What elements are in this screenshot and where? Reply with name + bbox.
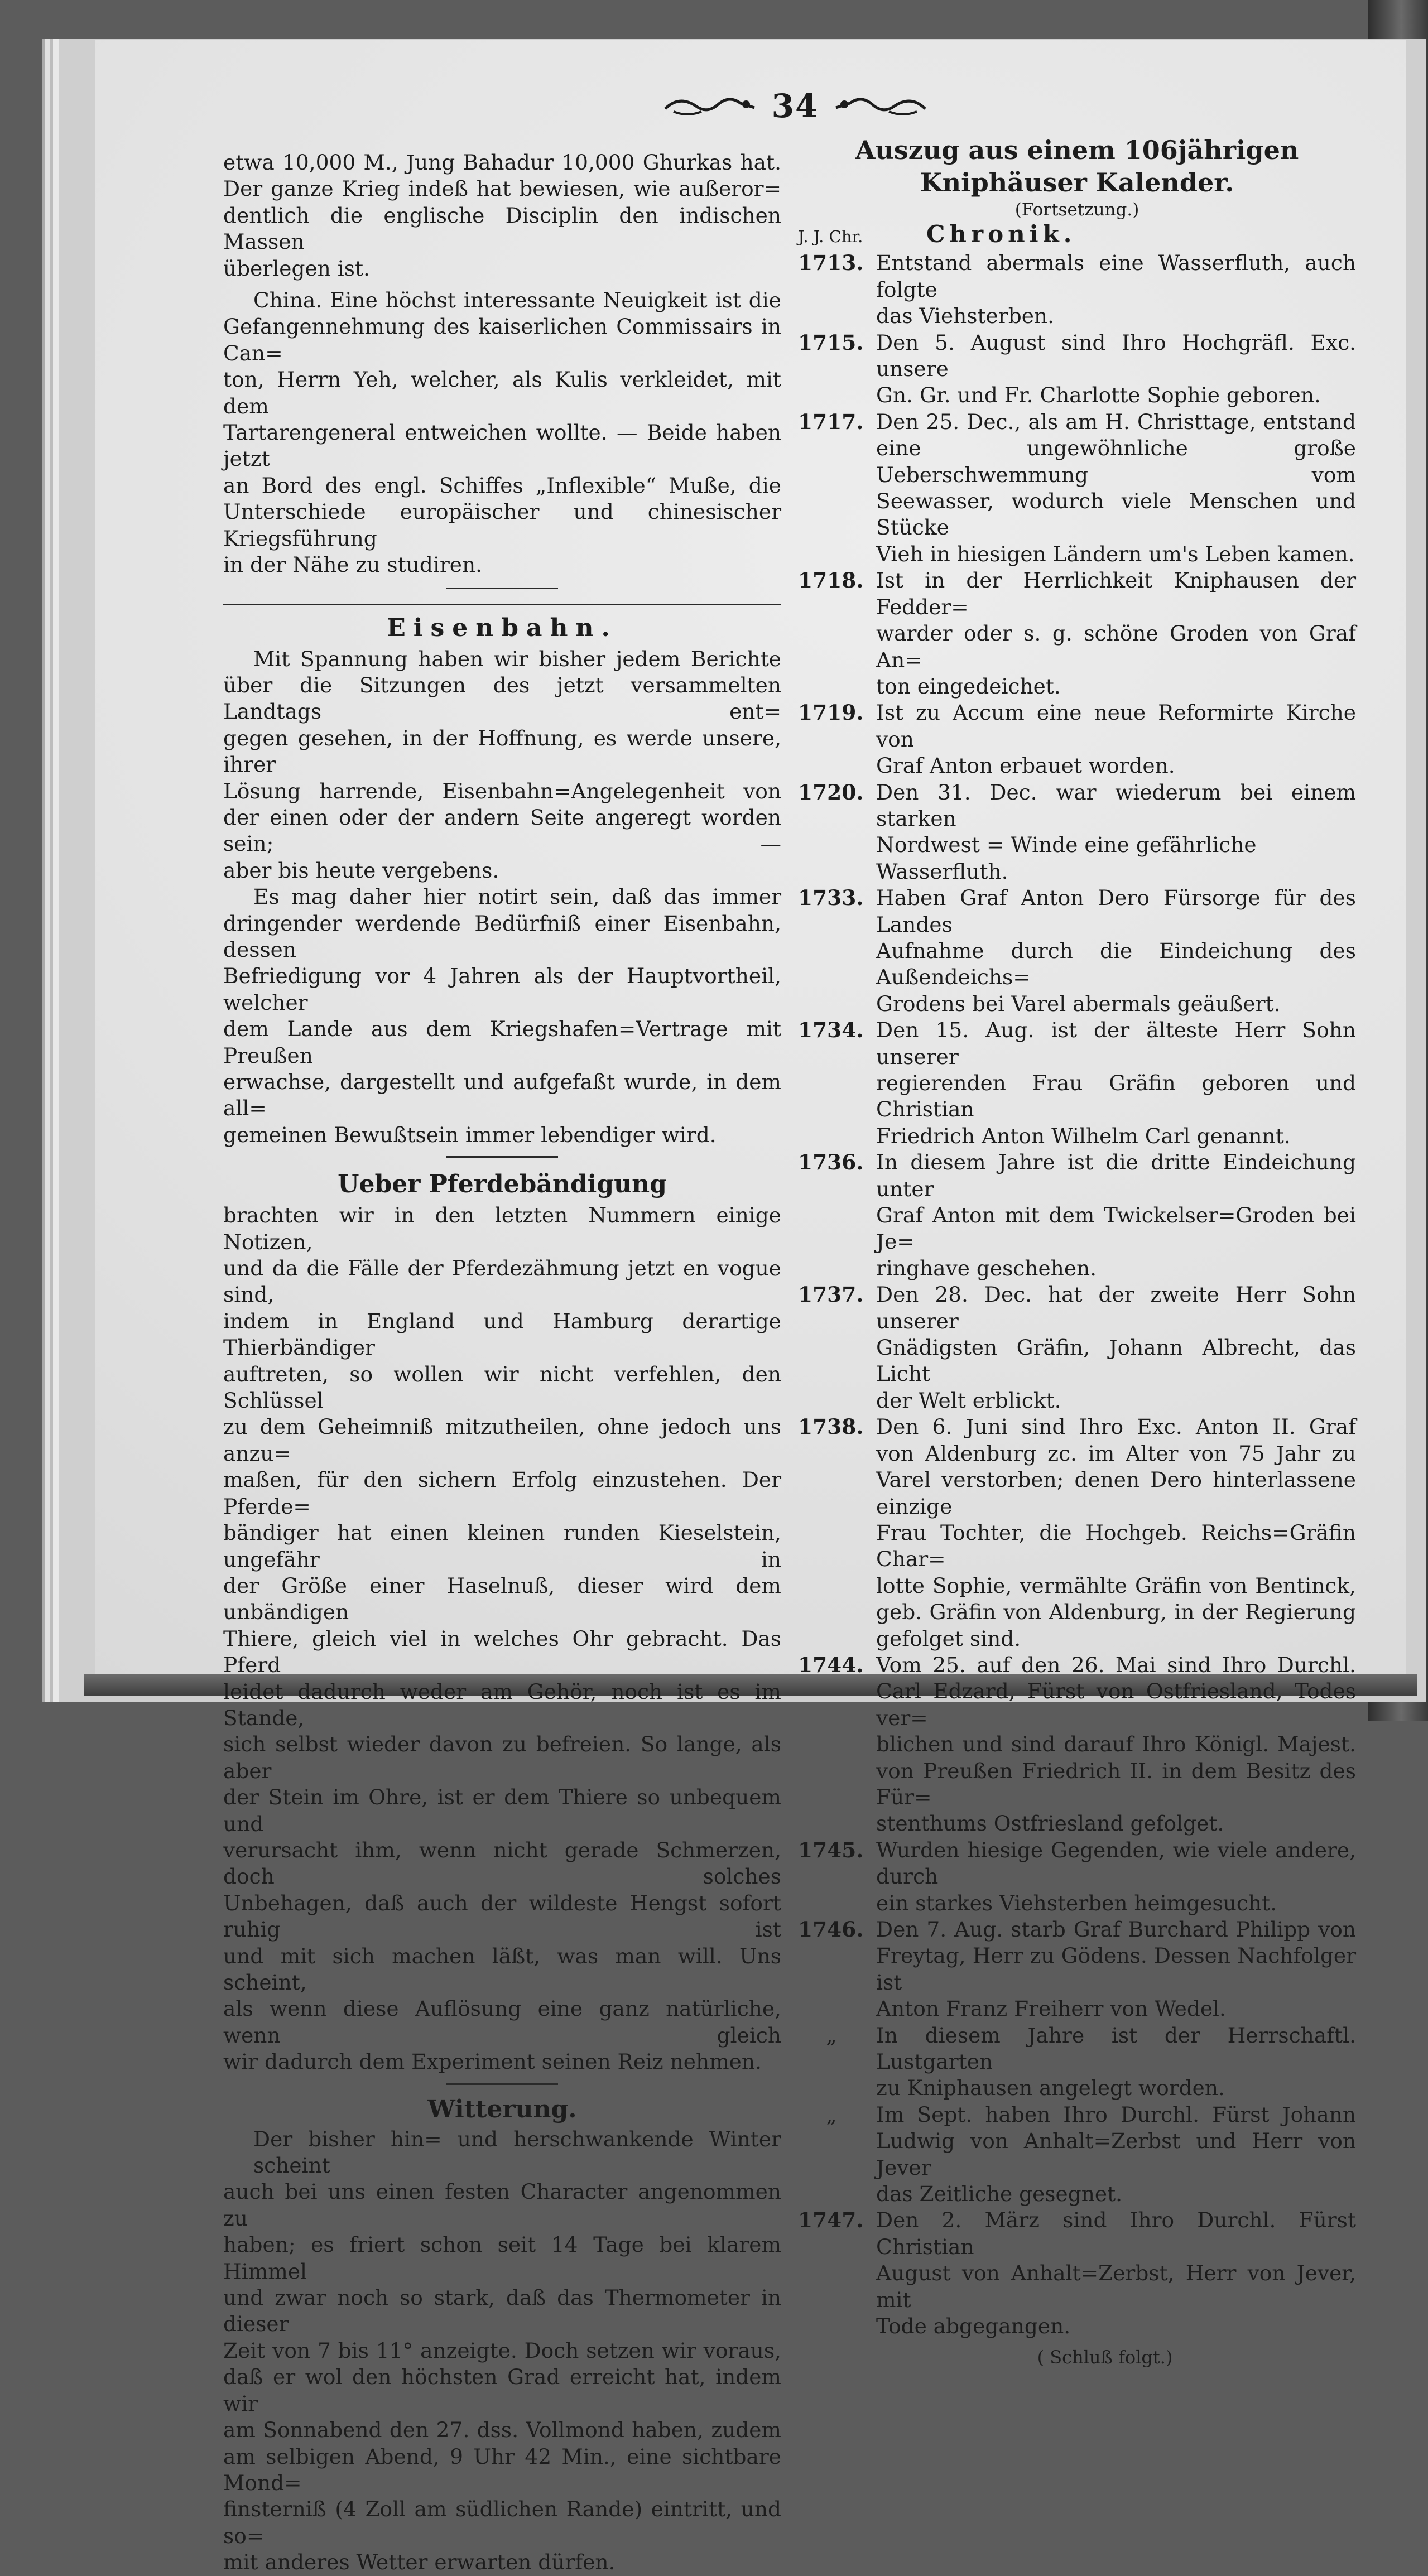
- text-line: Tartarengeneral entweichen wollte. — Beide haben jetzt: [223, 420, 781, 471]
- right-flourish-ornament: [833, 92, 928, 120]
- entry-year: 1746.: [798, 1917, 864, 1942]
- text-line: von Preußen Friedrich II. in dem Besitz des Für=: [876, 1758, 1356, 1809]
- text-line: Grodens bei Varel abermals geäußert.: [876, 991, 1281, 1016]
- text-line: maßen, für den sichern Erfolg einzustehen. Der Pferde=: [223, 1467, 781, 1519]
- text-line: Thiere, gleich viel in welches Ohr gebracht. Das Pferd: [223, 1626, 781, 1678]
- entry-year: 1720.: [798, 779, 864, 805]
- text-line: Mit Spannung haben wir bisher jedem Berichte: [253, 646, 781, 671]
- eisenbahn-paragraph-1: [223, 646, 781, 884]
- chronicle-entry: [798, 1917, 1356, 2023]
- chronicle-entry: [798, 250, 1356, 329]
- text-line: Carl Edzard, Fürst von Ostfriesland, Todes ver=: [876, 1679, 1356, 1730]
- text-line: Den 31. Dec. war wiederum bei einem starken: [876, 779, 1356, 831]
- text-line: Entstand abermals eine Wasserfluth, auch folgte: [876, 251, 1356, 302]
- text-line: China. Eine höchst interessante Neuigkeit ist die: [253, 288, 781, 313]
- text-line: In diesem Jahre ist die dritte Eindeichung unter: [876, 1150, 1356, 1201]
- intro-paragraph: [223, 150, 781, 282]
- text-line: Unbehagen, daß auch der wildeste Hengst sofort ruhig ist: [223, 1890, 781, 1942]
- text-line: Frau Tochter, die Hochgeb. Reichs=Gräfin Char=: [876, 1520, 1356, 1572]
- text-line: Gn. Gr. und Fr. Charlotte Sophie geboren.: [876, 383, 1321, 408]
- entry-year: 1737.: [798, 1282, 864, 1307]
- entry-year: 1745.: [798, 1837, 864, 1862]
- entry-year: „: [826, 2023, 837, 2048]
- chronicle-entry: [798, 885, 1356, 1017]
- pferdebaendigung-paragraph: [223, 1202, 781, 2075]
- text-line: an Bord des engl. Schiffes „Inflexible“ Muße, die: [223, 473, 781, 498]
- text-line: der Größe einer Haselnuß, dieser wird dem unbändigen: [223, 1573, 781, 1625]
- text-line: regierenden Frau Gräfin geboren und Christian: [876, 1071, 1356, 1122]
- text-line: haben; es friert schon seit 14 Tage bei klarem Himmel: [223, 2232, 781, 2284]
- entry-year: 1719.: [798, 700, 864, 725]
- year-column-label: J. J. Chr.: [798, 227, 863, 246]
- entry-text: [865, 1017, 1356, 1149]
- text-line: indem in England und Hamburg derartige Thierbändiger: [223, 1308, 781, 1360]
- text-line: zu dem Geheimniß mitzutheilen, ohne jedoch uns anzu=: [223, 1414, 781, 1466]
- entry-text: [865, 1414, 1356, 1652]
- entry-text: [865, 567, 1356, 700]
- witterung-heading: Witterung.: [427, 2094, 577, 2124]
- text-line: Vom 25. auf den 26. Mai sind Ihro Durchl.: [876, 1652, 1356, 1677]
- text-line: Gefangennehmung des kaiserlichen Commissairs in Can=: [223, 314, 781, 365]
- text-line: über die Sitzungen des jetzt versammelten Landtags ent=: [223, 672, 781, 724]
- entry-year: 1717.: [798, 409, 864, 434]
- chronicle-entry: [798, 1414, 1356, 1652]
- text-line: zu Kniphausen angelegt worden.: [876, 2076, 1225, 2101]
- continuation-footer: ( Schluß folgt.): [1037, 2346, 1173, 2368]
- chronicle-entry: [798, 1282, 1356, 1414]
- text-line: erwachse, dargestellt und aufgefaßt wurde, in dem all=: [223, 1070, 781, 1121]
- entry-text: [865, 1837, 1356, 1917]
- text-line: Unterschiede europäischer und chinesischer Kriegsführung: [223, 499, 781, 551]
- entry-text: [865, 779, 1356, 885]
- chronicle-entry: [798, 330, 1356, 409]
- chronicle-entries: [798, 250, 1356, 2339]
- entry-year: 1744.: [798, 1652, 864, 1677]
- entry-text: [865, 1917, 1356, 2023]
- text-line: brachten wir in den letzten Nummern einige Notizen,: [223, 1203, 781, 1254]
- text-line: finsterniß (4 Zoll am südlichen Rande) eintritt, und so=: [223, 2497, 781, 2548]
- chronicle-entry: [798, 1652, 1356, 1837]
- text-line: auftreten, so wollen wir nicht verfehlen, den Schlüssel: [223, 1361, 781, 1413]
- entry-year: 1736.: [798, 1150, 864, 1175]
- text-line: Varel verstorben; denen Dero hinterlassene einzige: [876, 1467, 1356, 1519]
- text-line: aber bis heute vergebens.: [223, 858, 499, 883]
- entry-year: 1718.: [798, 568, 864, 593]
- text-line: in der Nähe zu studiren.: [223, 552, 483, 577]
- text-line: Vieh in hiesigen Ländern um's Leben kamen.: [876, 541, 1355, 566]
- entry-text: [865, 2023, 1356, 2102]
- text-line: Seewasser, wodurch viele Menschen und Stücke: [876, 489, 1356, 540]
- text-line: von Aldenburg zc. im Alter von 75 Jahr zu: [876, 1441, 1356, 1466]
- right-column: [798, 134, 1356, 2371]
- text-line: am selbigen Abend, 9 Uhr 42 Min., eine sichtbare Mond=: [223, 2444, 781, 2495]
- text-line: ein starkes Viehsterben heimgesucht.: [876, 1890, 1277, 1915]
- chronik-header: [798, 221, 1356, 250]
- entry-text: [865, 1652, 1356, 1837]
- text-line: Den 28. Dec. hat der zweite Herr Sohn unserer: [876, 1282, 1356, 1333]
- entry-text: [865, 250, 1356, 329]
- text-line: verursacht ihm, wenn nicht gerade Schmerzen, doch solches: [223, 1837, 781, 1889]
- text-line: der Welt erblickt.: [876, 1388, 1061, 1413]
- text-line: ton, Herrn Yeh, welcher, als Kulis verkleidet, mit dem: [223, 367, 781, 418]
- entry-text: [865, 700, 1356, 779]
- page-number: 34: [771, 87, 819, 125]
- text-line: etwa 10,000 M., Jung Bahadur 10,000 Ghurkas hat.: [223, 150, 781, 175]
- text-line: auch bei uns einen festen Character angenommen zu: [223, 2179, 781, 2231]
- text-line: das Zeitliche gesegnet.: [876, 2182, 1123, 2207]
- left-flourish-ornament: [662, 92, 757, 120]
- chronik-heading: Chronik.: [926, 220, 1076, 248]
- entry-text: [865, 330, 1356, 409]
- entry-text: [865, 2207, 1356, 2339]
- text-line: warder oder s. g. schöne Groden von Graf An=: [876, 621, 1356, 672]
- entry-text: [865, 2102, 1356, 2208]
- text-line: und da die Fälle der Pferdezähmung jetzt en vogue sind,: [223, 1256, 781, 1307]
- text-line: August von Anhalt=Zerbst, Herr von Jever, mit: [876, 2261, 1356, 2312]
- entry-year: 1738.: [798, 1414, 864, 1439]
- entry-text: [865, 885, 1356, 1017]
- entry-year: 1713.: [798, 251, 864, 276]
- text-line: mit anderes Wetter erwarten dürfen.: [223, 2550, 616, 2575]
- text-line: der Stein im Ohre, ist er dem Thiere so unbequem und: [223, 1785, 781, 1836]
- text-line: als wenn diese Auflösung eine ganz natürliche, wenn gleich: [223, 1996, 781, 2048]
- text-line: Anton Franz Freiherr von Wedel.: [876, 1996, 1226, 2021]
- text-line: Haben Graf Anton Dero Fürsorge für des Landes: [876, 885, 1356, 937]
- chronicle-entry: [798, 1017, 1356, 1149]
- pferdebaendigung-heading: Ueber Pferdebändigung: [338, 1170, 667, 1199]
- text-line: Ist zu Accum eine neue Reformirte Kirche von: [876, 700, 1356, 752]
- entry-year: „: [826, 2102, 837, 2127]
- chronicle-entry: [798, 409, 1356, 567]
- text-line: daß er wol den höchsten Grad erreicht hat, indem wir: [223, 2365, 781, 2416]
- text-line: Graf Anton erbauet worden.: [876, 753, 1175, 778]
- entry-year: 1715.: [798, 330, 864, 355]
- entry-year: 1747.: [798, 2208, 864, 2233]
- text-line: leidet dadurch weder am Gehör, noch ist es im Stande,: [223, 1679, 781, 1730]
- text-line: überlegen ist.: [223, 256, 370, 281]
- text-line: am Sonnabend den 27. dss. Vollmond haben, zudem: [223, 2418, 781, 2443]
- witterung-paragraph: [223, 2126, 781, 2576]
- entry-text: [865, 1149, 1356, 1282]
- text-line: lotte Sophie, vermählte Gräfin von Bentinck,: [876, 1573, 1356, 1598]
- text-line: wir dadurch dem Experiment seinen Reiz nehmen.: [223, 2049, 762, 2074]
- text-line: Den 25. Dec., als am H. Christtage, entstand: [876, 409, 1356, 434]
- page-header: [642, 84, 949, 128]
- section-divider: [446, 2083, 558, 2085]
- text-line: Ludwig von Anhalt=Zerbst und Herr von Jever: [876, 2129, 1356, 2180]
- text-line: Freytag, Herr zu Gödens. Dessen Nachfolger ist: [876, 1943, 1356, 1995]
- text-line: das Viehsterben.: [876, 304, 1054, 329]
- text-line: Den 5. August sind Ihro Hochgräfl. Exc. unsere: [876, 330, 1356, 382]
- text-line: Nordwest = Winde eine gefährliche Wasserfluth.: [876, 832, 1257, 884]
- text-line: ton eingedeichet.: [876, 673, 1061, 699]
- chronicle-entry: [798, 2102, 1356, 2208]
- text-line: dentlich die englische Disciplin den indischen Massen: [223, 203, 781, 254]
- chronicle-entry: [798, 1837, 1356, 1917]
- chronicle-entry: [798, 567, 1356, 700]
- text-line: gemeinen Bewußtsein immer lebendiger wird.: [223, 1122, 717, 1147]
- chronicle-entry: [798, 700, 1356, 779]
- section-divider: [446, 588, 558, 589]
- section-divider: [223, 604, 781, 605]
- continuation-note: (Fortsetzung.): [1014, 200, 1139, 220]
- eisenbahn-paragraph-2: [223, 884, 781, 1148]
- text-line: dem Lande aus dem Kriegshafen=Vertrage mit Preußen: [223, 1017, 781, 1068]
- text-line: Den 2. März sind Ihro Durchl. Fürst Christian: [876, 2208, 1356, 2259]
- text-line: In diesem Jahre ist der Herrschaftl. Lustgarten: [876, 2023, 1356, 2074]
- text-line: gegen gesehen, in der Hoffnung, es werde unsere, ihrer: [223, 725, 781, 777]
- text-line: der einen oder der andern Seite angeregt worden sein; —: [223, 805, 781, 856]
- text-line: dringender werdende Bedürfniß einer Eisenbahn, dessen: [223, 911, 781, 962]
- text-line: Im Sept. haben Ihro Durchl. Fürst Johann: [876, 2102, 1356, 2127]
- text-line: Den 15. Aug. ist der älteste Herr Sohn unserer: [876, 1018, 1356, 1069]
- chronicle-entry: [798, 1149, 1356, 1282]
- section-divider: [446, 1156, 558, 1158]
- text-line: Wurden hiesige Gegenden, wie viele andere, durch: [876, 1837, 1356, 1889]
- text-line: ringhave geschehen.: [876, 1255, 1097, 1280]
- text-line: Den 6. Juni sind Ihro Exc. Anton II. Graf: [876, 1414, 1356, 1439]
- text-line: stenthums Ostfriesland gefolget.: [876, 1811, 1224, 1836]
- text-line: und zwar noch so stark, daß das Thermometer in dieser: [223, 2285, 781, 2337]
- text-line: Es mag daher hier notirt sein, daß das immer: [253, 884, 781, 909]
- text-line: Der ganze Krieg indeß hat bewiesen, wie außeror=: [223, 176, 781, 201]
- text-line: sich selbst wieder davon zu befreien. So lange, als aber: [223, 1732, 781, 1783]
- chronicle-entry: [798, 779, 1356, 885]
- left-column: [223, 150, 781, 2576]
- text-line: gefolget sind.: [876, 1626, 1021, 1651]
- entry-text: [865, 409, 1356, 567]
- chronicle-entry: [798, 2207, 1356, 2339]
- kalender-title-line-2: Kniphäuser Kalender.: [920, 167, 1234, 198]
- text-line: Lösung harrende, Eisenbahn=Angelegenheit von: [223, 778, 781, 803]
- text-line: Ist in der Herrlichkeit Kniphausen der Fedder=: [876, 568, 1356, 619]
- text-line: Zeit von 7 bis 11° anzeigte. Doch setzen wir voraus,: [223, 2338, 781, 2363]
- text-line: und mit sich machen läßt, was man will. Uns scheint,: [223, 1943, 781, 1995]
- text-line: blichen und sind darauf Ihro Königl. Majest.: [876, 1732, 1356, 1757]
- text-line: Gnädigsten Gräfin, Johann Albrecht, das Licht: [876, 1335, 1356, 1386]
- text-line: Friedrich Anton Wilhelm Carl genannt.: [876, 1123, 1291, 1148]
- eisenbahn-heading: Eisenbahn.: [387, 613, 618, 642]
- entry-year: 1733.: [798, 885, 864, 911]
- text-line: bändiger hat einen kleinen runden Kieselstein, ungefähr in: [223, 1520, 781, 1572]
- text-line: eine ungewöhnliche große Ueberschwemmung vom: [876, 436, 1356, 487]
- kalender-title-line-1: Auszug aus einem 106jährigen: [855, 135, 1299, 165]
- text-line: Aufnahme durch die Eindeichung des Außendeichs=: [876, 938, 1356, 990]
- text-line: Befriedigung vor 4 Jahren als der Hauptvortheil, welcher: [223, 964, 781, 1015]
- text-line: Den 7. Aug. starb Graf Burchard Philipp von: [876, 1917, 1356, 1942]
- chronicle-entry: [798, 2023, 1356, 2102]
- text-line: geb. Gräfin von Aldenburg, in der Regierung: [876, 1600, 1356, 1625]
- text-line: Tode abgegangen.: [876, 2314, 1071, 2339]
- entry-year: 1734.: [798, 1018, 864, 1043]
- text-line: Der bisher hin= und herschwankende Winter scheint: [253, 2126, 781, 2178]
- entry-text: [865, 1282, 1356, 1414]
- text-line: Graf Anton mit dem Twickelser=Groden bei Je=: [876, 1203, 1356, 1254]
- china-paragraph: [223, 287, 781, 578]
